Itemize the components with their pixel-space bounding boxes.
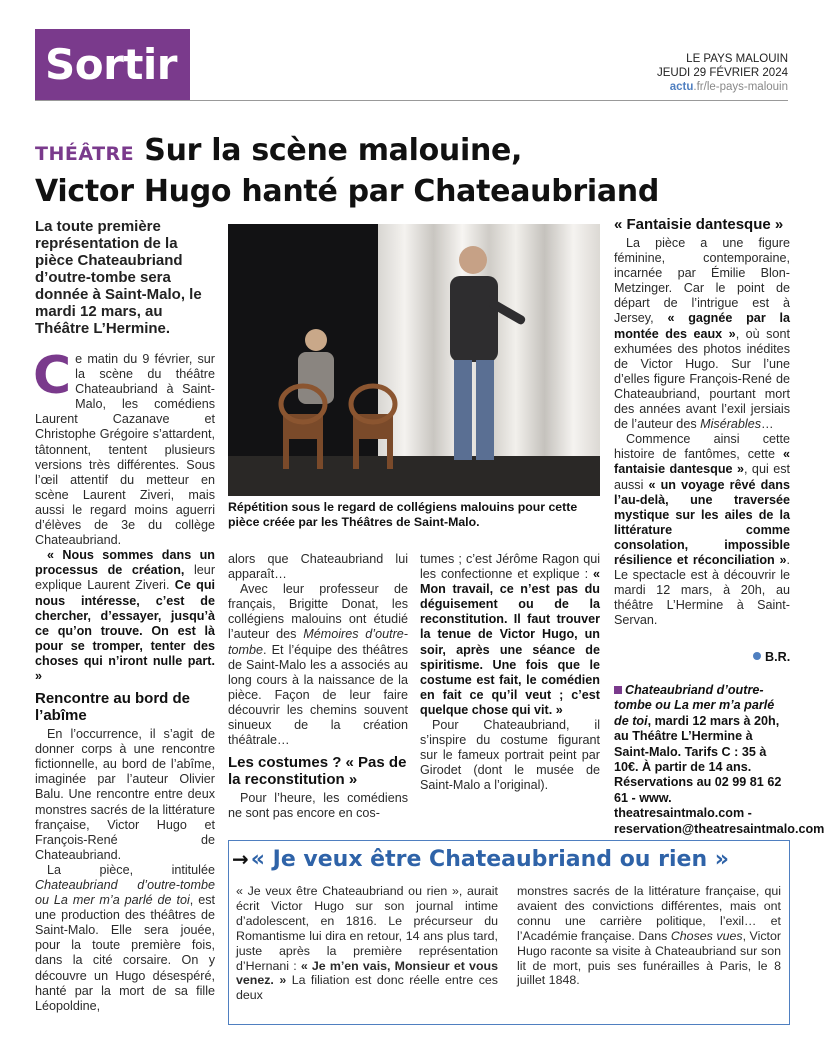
signature-dot-icon: [753, 652, 761, 660]
column-4-paragraph-1-mid: , où sont exhumées des photos inédites de Victor Hugo. Sur l’une d’elles figure François-René de Chateaubriand, pourtant mort des années avant l’exil jersiais de l’auteur des: [614, 326, 790, 432]
column-2-paragraph-2-start: Avec leur professeur de français, Brigitte Donat, les collégiens malouins ont étudié l’auteur des: [228, 582, 408, 642]
column-4-paragraph-1-start: La pièce a une figure féminine, contemporaine, incarnée par Émilie Blon-Metzinger. Car le point de départ de l’intrigue est à Jersey,: [614, 236, 790, 326]
quote-box-text-3: monstres sacrés de la littérature française, qui avaient des convictions différentes, mais ont connu une carrière politique, l’exil… et l’Académie française. Dans: [517, 884, 781, 943]
section-rubric: Sortir: [35, 29, 190, 101]
practical-info: [614, 683, 824, 837]
subheading-rencontre: Rencontre au bord de l’abîme: [35, 690, 191, 725]
column-4-paragraph-2-start: Commence ainsi cette histoire de fantômes, cette: [614, 432, 790, 462]
paragraph-4-start: La pièce, intitulée: [47, 862, 215, 877]
arrow-icon: →: [232, 847, 249, 871]
column-4-paragraph-2-mid: , qui est aussi: [614, 462, 790, 492]
costume-quote: « Mon travail, ce n’est pas du déguisement ou de la reconstitution. Il faut trouver la tenue de Victor Hugo, un soir, après une séance de spiritisme. Une fois que le costume est fait, le comédien en fait ce qu’il veut ; c’est quelque chose qui vit. »: [420, 567, 601, 717]
paragraph-3: En l’occurrence, il s’agit de donner corps à une rencontre fictionnelle, au bord de l’abîme, imaginée par l’auteur Olivier Balu. Une rencontre entre deux monstres sacrés de la littérature française, Victor Hugo et François-René de Chateaubriand.: [35, 727, 215, 862]
column-2-paragraph-3: Pour l’heure, les comédiens ne sont pas encore en cos-: [228, 791, 408, 821]
column-4-quote-3: « un voyage rêvé dans l’au-delà, une traversée mystique sur les ailes de la littérature comme consolation, impossible résilience et réconciliation »: [614, 477, 790, 567]
play-title: Chateaubriand d’outre-tombe ou La mer m’a parlé de toi: [35, 878, 215, 908]
quote-box-column-2: [517, 884, 781, 988]
quote-attribution: leur explique Laurent Ziveri.: [35, 563, 216, 593]
masthead-info: [657, 52, 788, 94]
subheading-costumes: Les costumes ? « Pas de la reconstitution »: [228, 754, 407, 789]
info-play-title: Chateaubriand d’outre-tombe ou La mer m’a parlé de toi: [614, 683, 775, 728]
quote-box-heading: « Je veux être Chateaubriand ou rien »: [250, 847, 729, 872]
work-title: Mémoires d’outre-tombe: [228, 627, 409, 657]
article-kicker: THÉÂTRE: [35, 143, 135, 165]
source-link[interactable]: [657, 80, 788, 94]
drop-cap: C: [33, 346, 72, 406]
column-2: [228, 552, 408, 821]
top-divider: [35, 100, 788, 101]
paragraph-4-end: , est une production des théâtres de Saint-Malo. Elle sera jouée, pour la toute première fois, dans la cité corsaire. On y découvre un Hugo désespéré, hanté par la mort de sa fille Léopoldine,: [35, 893, 215, 1013]
column-4-paragraph-2-end: . Le spectacle est à découvrir le mardi 12 mars, à 20h, au théâtre L’Hermine à Saint-Servan.: [614, 552, 790, 628]
source-brand: actu: [669, 81, 694, 93]
info-square-icon: [614, 686, 622, 694]
signature-text: B.R.: [765, 650, 791, 664]
article-headline: [35, 132, 735, 211]
author-signature: [753, 650, 790, 664]
quote-box-text-2: La filiation est donc réelle entre ces deux: [236, 973, 498, 1003]
column-4: [614, 216, 790, 628]
quote-box-column-1: [236, 884, 498, 1003]
column-4-quote-1: « gagnée par la montée des eaux »: [614, 311, 791, 341]
headline-line-2: Victor Hugo hanté par Chateaubriand: [35, 174, 660, 209]
rehearsal-photo: [228, 224, 600, 496]
publication-date: JEUDI 29 FÉVRIER 2024: [656, 67, 788, 79]
column-4-paragraph-1-end: …: [761, 417, 774, 432]
quote-box-bold: « Je m’en vais, Monsieur et vous venez. »: [236, 958, 498, 988]
column-3: [420, 552, 600, 794]
column-2-paragraph-1: alors que Chateaubriand lui apparaît…: [228, 552, 408, 582]
photo-illustration: [228, 224, 600, 496]
source-path: .fr/le-pays-malouin: [693, 81, 788, 93]
info-details: , mardi 12 mars à 20h, au Théâtre L’Hermine à Saint-Malo. Tarifs C : 35 à 10€. À partir de 14 ans. Réservations au 02 99 81 62 61 - www. theatresaintmalo.com - reservation@theatresaintmalo.com: [614, 713, 824, 836]
photo-caption: Répétition sous le regard de collégiens malouins pour cette pièce créée par les Théâtres de Saint-Malo.: [228, 500, 578, 529]
column-3-paragraph-2: Pour Chateaubriand, il s’inspire du costume figurant sur le fameux portrait peint par Girodet (dont le musée de Saint-Malo a l’original).: [420, 718, 600, 793]
choses-vues-title: Choses vues: [670, 928, 743, 943]
headline-line-1: Sur la scène malouine,: [144, 133, 523, 168]
subheading-fantaisie: « Fantaisie dantesque »: [614, 216, 784, 233]
quote-bold-end: Ce qui nous intéresse, c’est de chercher, d’essayer, jusqu’à ce qu’on trouve. On est là pour se tromper, tenter des choses qui n’iront nulle part. »: [35, 578, 216, 683]
column-4-quote-2: « fantaisie dantesque »: [614, 447, 790, 477]
quote-box-text-1: « Je veux être Chateaubriand ou rien », aurait écrit Victor Hugo sur son journal intime d’adolescent, en 1816. Le précurseur du Romantisme lui dira en retour, 14 ans plus tard, juste après la première représentation d’Hernani :: [236, 884, 498, 973]
quote-box-text-4: , Victor Hugo raconte sa visite à Chateaubriand sur son lit de mort, puis ses funérailles à Paris, le 8 juillet 1848.: [517, 928, 781, 988]
paragraph-1: e matin du 9 février, sur la scène du théâtre Chateaubriand à Saint-Malo, les comédiens Laurent Cazanave et Christophe Grégoire s’attardent, tâtonnent, tentent plusieurs versions très différentes. Sous l’œil attentif du metteur en scène Laurent Ziveri, mais aussi le regard moins aguerri d’élèves de 3e du collège Chateaubriand.: [35, 352, 215, 548]
column-3-paragraph-1: tumes ; c’est Jérôme Ragon qui les confectionne et explique :: [420, 552, 600, 582]
column-2-paragraph-2-end: . Et l’équipe des théâtres de Saint-Malo les a associés au long cours à la naissance de la pièce. Façon de leur faire découvrir les chemins souvent sinueux de la création théâtrale…: [228, 642, 408, 748]
quote-box-title: [232, 844, 788, 875]
article-standfirst: La toute première représentation de la pièce Chateaubriand d’outre-tombe sera donnée à Saint-Malo, le mardi 12 mars, au Théâtre L’Hermine.: [35, 218, 202, 337]
publication-name: LE PAYS MALOUIN: [686, 53, 788, 65]
column-1: [33, 346, 216, 1014]
miserables-title: Misérables: [700, 417, 762, 432]
quote-bold: « Nous sommes dans un processus de création,: [35, 548, 215, 578]
